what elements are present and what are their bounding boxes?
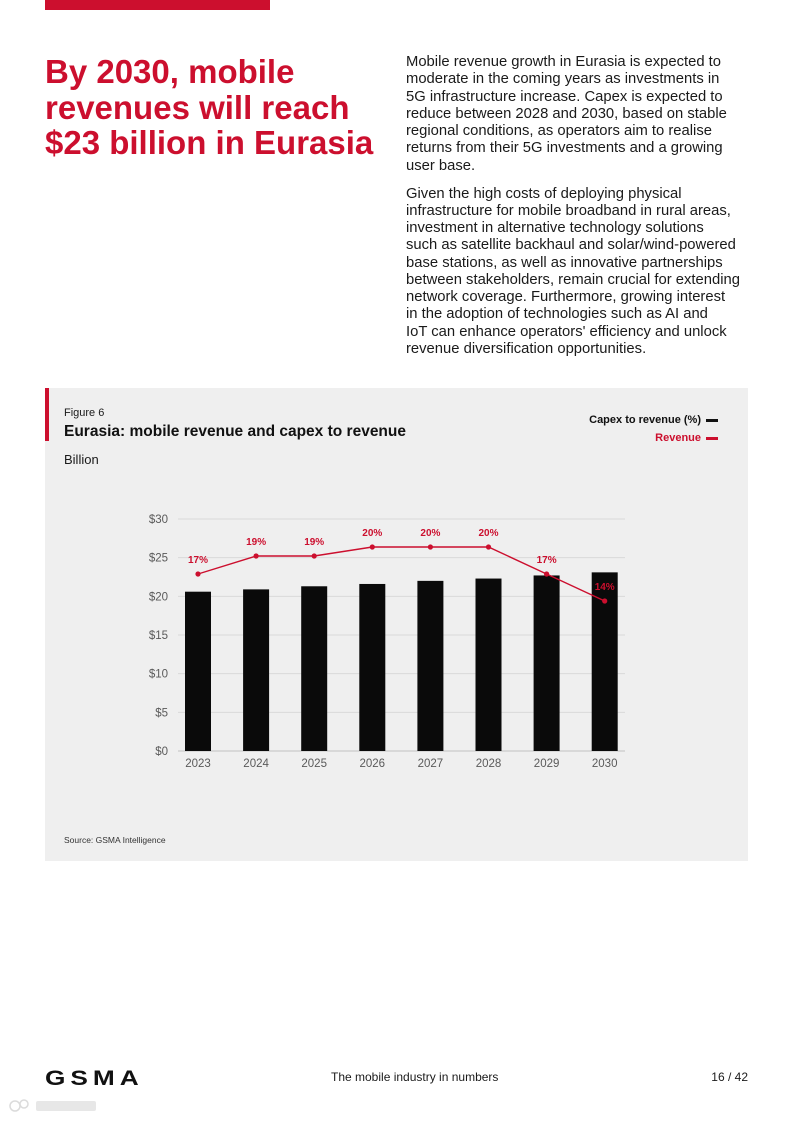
- y-tick-label: $0: [155, 746, 168, 758]
- revenue-label: 20%: [362, 528, 383, 539]
- bar: [301, 586, 327, 751]
- revenue-label: 14%: [594, 582, 615, 593]
- y-tick-label: $20: [148, 591, 168, 604]
- legend-item-revenue: [589, 429, 718, 447]
- y-tick-label: $5: [155, 707, 168, 720]
- revenue-point: [370, 544, 375, 549]
- bar: [243, 589, 269, 751]
- revenue-point: [602, 598, 607, 603]
- headline-line: By 2030, mobile: [45, 53, 295, 90]
- bar: [534, 575, 560, 751]
- text-line: revenue diversification opportunities.: [406, 340, 647, 357]
- x-tick-label: 2030: [591, 758, 618, 770]
- text-line: 5G infrastructure increase. Capex is expected to: [406, 88, 723, 105]
- text-line: moderate in the coming years as investments in: [406, 71, 720, 88]
- y-tick-label: $30: [148, 514, 168, 526]
- text-line: network coverage. Furthermore, growing interest: [406, 289, 726, 305]
- figure-title: Eurasia: mobile revenue and capex to revenue: [64, 423, 406, 440]
- bar: [185, 592, 211, 751]
- figure-accent-bar: [45, 388, 49, 441]
- figure-source: Source: GSMA Intelligence: [64, 835, 166, 845]
- bar: [417, 581, 443, 751]
- revenue-label: 20%: [478, 528, 499, 539]
- text-line: between stakeholders, remain crucial for extending: [406, 271, 740, 288]
- legend-swatch: [706, 419, 718, 422]
- x-tick-label: 2026: [359, 758, 386, 770]
- revenue-label: 19%: [304, 537, 325, 548]
- revenue-label: 20%: [420, 528, 441, 539]
- page-headline: [45, 54, 373, 161]
- revenue-label: 17%: [536, 555, 557, 566]
- revenue-point: [428, 544, 433, 549]
- revenue-point: [254, 553, 259, 558]
- headline-line: $23 billion in Eurasia: [45, 124, 374, 161]
- text-line: Mobile revenue growth in Eurasia is expected to: [406, 54, 722, 70]
- top-accent-bar: [45, 0, 270, 10]
- revenue-point: [486, 544, 491, 549]
- bar: [359, 584, 385, 751]
- figure-panel: [45, 388, 748, 861]
- gsma-logo: GSMA: [45, 1067, 144, 1090]
- text-line: infrastructure for mobile broadband in rural areas,: [406, 202, 731, 219]
- watermark-logo: [6, 1096, 106, 1116]
- legend-item-capex: [589, 411, 718, 429]
- footer-title: The mobile industry in numbers: [331, 1070, 499, 1084]
- body-paragraph-2: [406, 186, 740, 359]
- text-line: base stations, as well as innovative partnerships: [406, 254, 723, 271]
- bar: [476, 579, 502, 751]
- x-tick-label: 2029: [533, 758, 560, 770]
- revenue-label: 19%: [246, 537, 267, 548]
- headline-line: revenues will reach: [45, 88, 350, 126]
- text-line: returns from their 5G investments and a growing: [406, 140, 723, 157]
- revenue-label: 17%: [187, 555, 209, 566]
- legend-swatch: [706, 437, 718, 440]
- chart: [45, 388, 748, 861]
- text-line: reduce between 2028 and 2030, based on stable: [406, 105, 727, 122]
- text-line: regional conditions, as operators aim to realise: [406, 123, 712, 139]
- text-line: IoT can enhance operators' efficiency and unlock: [406, 323, 727, 340]
- figure-unit-label: Billion: [64, 452, 99, 467]
- chart-legend: [589, 411, 718, 447]
- x-tick-label: 2028: [475, 758, 502, 770]
- revenue-point: [312, 553, 317, 558]
- text-line: Given the high costs of deploying physical: [406, 185, 682, 202]
- legend-label: Capex to revenue (%): [589, 414, 701, 426]
- x-tick-label: 2023: [185, 758, 211, 770]
- figure-number: Figure 6: [64, 407, 105, 419]
- text-line: such as satellite backhaul and solar/wind-powered: [406, 237, 736, 254]
- legend-label: Revenue: [655, 432, 701, 444]
- revenue-point: [195, 571, 200, 576]
- y-tick-label: $25: [148, 552, 168, 565]
- x-tick-label: 2024: [243, 758, 269, 770]
- y-tick-label: $15: [148, 630, 168, 642]
- y-tick-label: $10: [148, 668, 168, 681]
- page-number: 16 / 42: [711, 1070, 748, 1084]
- revenue-point: [544, 571, 549, 576]
- text-line: in the adoption of technologies such as AI and: [406, 306, 708, 323]
- text-line: user base.: [406, 157, 476, 174]
- x-tick-label: 2027: [417, 758, 444, 770]
- x-tick-label: 2025: [301, 758, 327, 770]
- text-line: investment in alternative technology solutions: [406, 220, 704, 236]
- body-paragraph-1: [406, 54, 727, 175]
